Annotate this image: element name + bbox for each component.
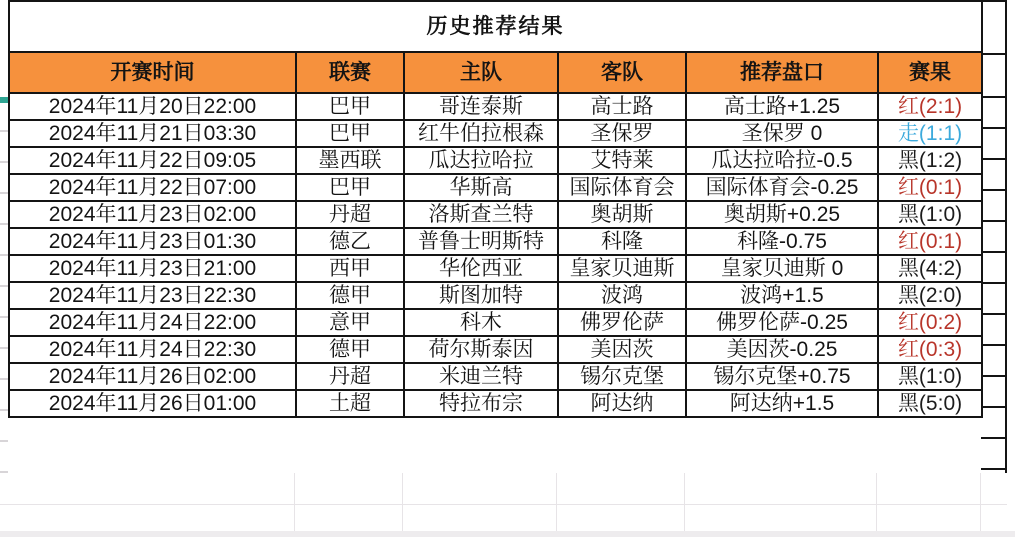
bottom-edge-strip	[0, 531, 1015, 537]
cell-handicap[interactable]: 美因茨-0.25	[686, 336, 878, 363]
cell-handicap[interactable]: 锡尔克堡+0.75	[686, 363, 878, 390]
table-row	[9, 201, 982, 228]
cell-league[interactable]: 意甲	[296, 309, 404, 336]
cell-result[interactable]: 黑(1:2)	[878, 147, 982, 174]
gridline	[980, 473, 981, 531]
cell-home[interactable]: 米迪兰特	[404, 363, 558, 390]
grid-cell[interactable]	[981, 346, 1005, 377]
column-header-away[interactable]: 客队	[558, 52, 686, 93]
cell-league[interactable]: 德甲	[296, 282, 404, 309]
table-row	[9, 390, 982, 417]
cell-handicap[interactable]: 佛罗伦萨-0.25	[686, 309, 878, 336]
gridline	[402, 473, 403, 531]
cell-time[interactable]: 2024年11月23日02:00	[9, 201, 296, 228]
cell-league[interactable]: 德甲	[296, 336, 404, 363]
cell-result[interactable]: 黑(5:0)	[878, 390, 982, 417]
cell-handicap[interactable]: 波鸿+1.5	[686, 282, 878, 309]
cell-result[interactable]: 黑(1:0)	[878, 363, 982, 390]
empty-right-column	[981, 0, 1007, 473]
cell-home[interactable]: 红牛伯拉根森	[404, 120, 558, 147]
gridline	[876, 473, 877, 531]
table-row	[9, 120, 982, 147]
cell-handicap[interactable]: 圣保罗 0	[686, 120, 878, 147]
grid-cell[interactable]	[981, 222, 1005, 253]
cell-away[interactable]: 圣保罗	[558, 120, 686, 147]
gridline	[684, 473, 685, 531]
cell-away[interactable]: 佛罗伦萨	[558, 309, 686, 336]
cell-away[interactable]: 国际体育会	[558, 174, 686, 201]
cell-away[interactable]: 皇家贝迪斯	[558, 255, 686, 282]
cell-league[interactable]: 巴甲	[296, 174, 404, 201]
cell-league[interactable]: 巴甲	[296, 93, 404, 120]
cell-result[interactable]: 红(0:3)	[878, 336, 982, 363]
cell-league[interactable]: 丹超	[296, 363, 404, 390]
table-row	[9, 363, 982, 390]
table-row	[9, 309, 982, 336]
cell-result[interactable]: 黑(2:0)	[878, 282, 982, 309]
cell-home[interactable]: 洛斯查兰特	[404, 201, 558, 228]
freeze-pane-marker	[0, 97, 8, 103]
cell-away[interactable]: 奥胡斯	[558, 201, 686, 228]
grid-cell[interactable]	[981, 284, 1005, 315]
cell-away[interactable]: 阿达纳	[558, 390, 686, 417]
cell-time[interactable]: 2024年11月21日03:30	[9, 120, 296, 147]
cell-league[interactable]: 墨西联	[296, 147, 404, 174]
table-row	[9, 228, 982, 255]
cell-time[interactable]: 2024年11月24日22:00	[9, 309, 296, 336]
cell-league[interactable]: 巴甲	[296, 120, 404, 147]
cell-league[interactable]: 西甲	[296, 255, 404, 282]
grid-cell[interactable]	[981, 253, 1005, 284]
grid-cell[interactable]	[981, 55, 1005, 98]
page-title: 历史推荐结果	[9, 1, 982, 52]
grid-cell[interactable]	[981, 2, 1005, 55]
column-header-league[interactable]: 联赛	[296, 52, 404, 93]
cell-time[interactable]: 2024年11月23日22:30	[9, 282, 296, 309]
table-row	[9, 282, 982, 309]
cell-time[interactable]: 2024年11月23日01:30	[9, 228, 296, 255]
title-row	[9, 1, 982, 52]
cell-result[interactable]: 红(2:1)	[878, 93, 982, 120]
cell-home[interactable]: 普鲁士明斯特	[404, 228, 558, 255]
cell-home[interactable]: 斯图加特	[404, 282, 558, 309]
cell-league[interactable]: 丹超	[296, 201, 404, 228]
column-header-handicap[interactable]: 推荐盘口	[686, 52, 878, 93]
cell-handicap[interactable]: 科隆-0.75	[686, 228, 878, 255]
table-row	[9, 174, 982, 201]
grid-cell[interactable]	[981, 439, 1005, 470]
cell-result[interactable]: 红(0:1)	[878, 228, 982, 255]
cell-home[interactable]: 瓜达拉哈拉	[404, 147, 558, 174]
column-header-time[interactable]: 开赛时间	[9, 52, 296, 93]
cell-handicap[interactable]: 奥胡斯+0.25	[686, 201, 878, 228]
cell-league[interactable]: 德乙	[296, 228, 404, 255]
cell-time[interactable]: 2024年11月22日09:05	[9, 147, 296, 174]
cell-away[interactable]: 科隆	[558, 228, 686, 255]
cell-time[interactable]: 2024年11月24日22:30	[9, 336, 296, 363]
header-row	[9, 52, 982, 93]
cell-home[interactable]: 华斯高	[404, 174, 558, 201]
cell-handicap[interactable]: 阿达纳+1.5	[686, 390, 878, 417]
cell-away[interactable]: 锡尔克堡	[558, 363, 686, 390]
cell-time[interactable]: 2024年11月23日21:00	[9, 255, 296, 282]
column-header-home[interactable]: 主队	[404, 52, 558, 93]
gridline	[294, 473, 295, 531]
results-table	[8, 0, 983, 418]
cell-home[interactable]: 华伦西亚	[404, 255, 558, 282]
cell-home[interactable]: 科木	[404, 309, 558, 336]
cell-time[interactable]: 2024年11月22日07:00	[9, 174, 296, 201]
cell-handicap[interactable]: 皇家贝迪斯 0	[686, 255, 878, 282]
cell-home[interactable]: 特拉布宗	[404, 390, 558, 417]
cell-result[interactable]: 黑(1:0)	[878, 201, 982, 228]
cell-time[interactable]: 2024年11月26日02:00	[9, 363, 296, 390]
grid-cell[interactable]	[981, 408, 1005, 439]
cell-time[interactable]: 2024年11月26日01:00	[9, 390, 296, 417]
grid-cell[interactable]	[981, 377, 1005, 408]
cell-result[interactable]: 走(1:1)	[878, 120, 982, 147]
cell-away[interactable]: 波鸿	[558, 282, 686, 309]
cell-away[interactable]: 艾特莱	[558, 147, 686, 174]
cell-result[interactable]: 红(0:2)	[878, 309, 982, 336]
table-row	[9, 93, 982, 120]
cell-home[interactable]: 荷尔斯泰因	[404, 336, 558, 363]
grid-cell[interactable]	[981, 160, 1005, 191]
cell-result[interactable]: 黑(4:2)	[878, 255, 982, 282]
table-row	[9, 147, 982, 174]
gridline	[0, 504, 1007, 505]
grid-cell[interactable]	[981, 315, 1005, 346]
cell-away[interactable]: 美因茨	[558, 336, 686, 363]
grid-cell[interactable]	[981, 98, 1005, 129]
gridline	[556, 473, 557, 531]
cell-result[interactable]: 红(0:1)	[878, 174, 982, 201]
cell-home[interactable]: 哥连泰斯	[404, 93, 558, 120]
cell-handicap[interactable]: 瓜达拉哈拉-0.5	[686, 147, 878, 174]
grid-cell[interactable]	[981, 191, 1005, 222]
table-row	[9, 336, 982, 363]
cell-handicap[interactable]: 高士路+1.25	[686, 93, 878, 120]
cell-time[interactable]: 2024年11月20日22:00	[9, 93, 296, 120]
cell-handicap[interactable]: 国际体育会-0.25	[686, 174, 878, 201]
grid-cell[interactable]	[981, 129, 1005, 160]
spreadsheet-left-gutter	[0, 101, 8, 473]
cell-away[interactable]: 高士路	[558, 93, 686, 120]
cell-league[interactable]: 土超	[296, 390, 404, 417]
column-header-result[interactable]: 赛果	[878, 52, 982, 93]
table-row	[9, 255, 982, 282]
